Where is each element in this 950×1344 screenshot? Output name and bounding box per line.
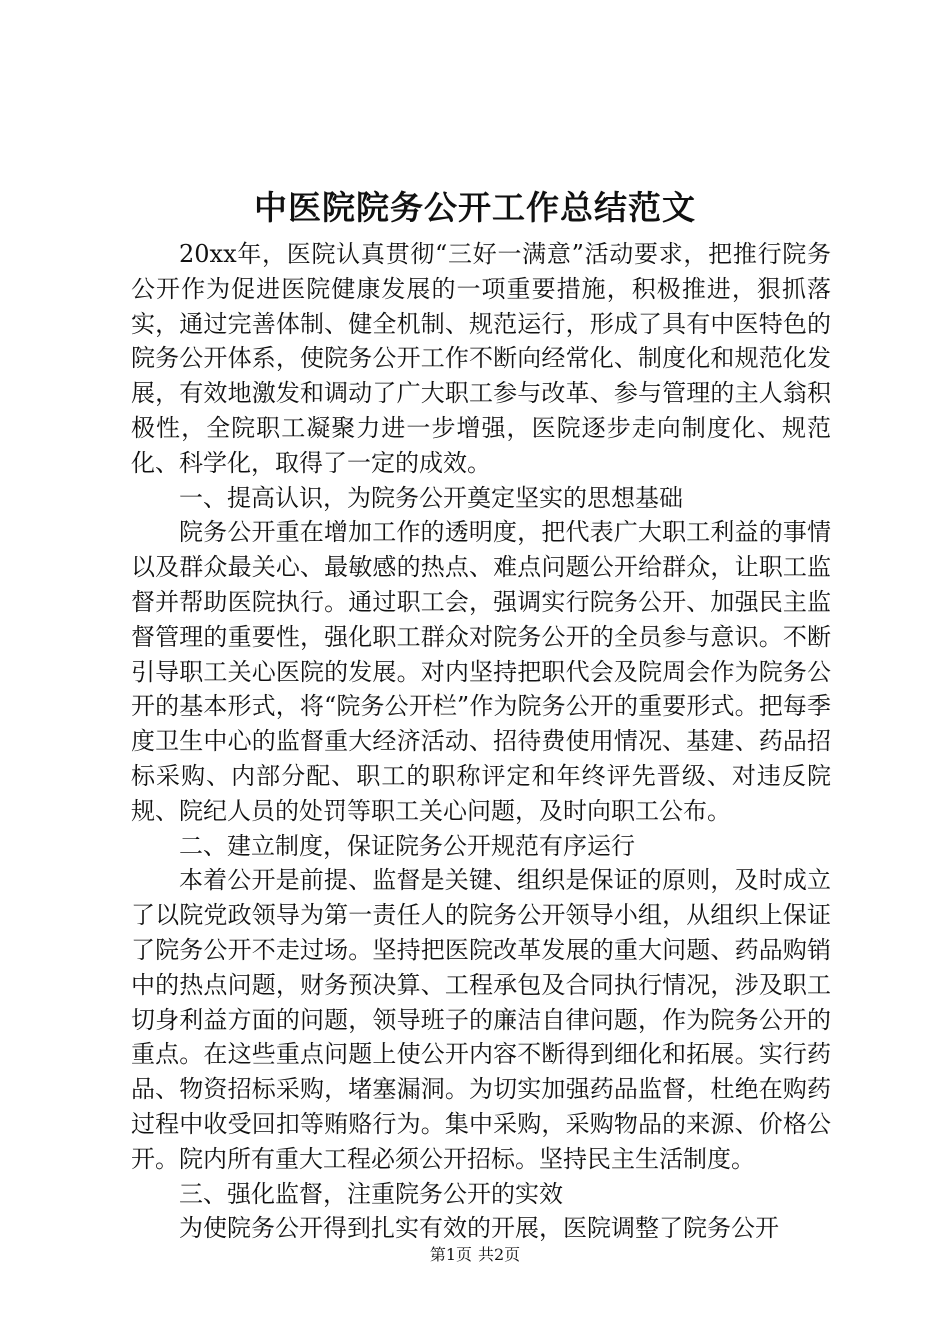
document-body <box>131 237 831 1246</box>
intro-paragraph: 20xx年，医院认真贯彻“三好一满意”活动要求，把推行院务公开作为促进医院健康发展的一项重要措施，积极推进，狠抓落实，通过完善体制、健全机制、规范运行，形成了具有中医特色的院务公开体系，使院务公开工作不断向经常化、制度化和规范化发展，有效地激发和调动了广大职工参与改革、参与管理的主人翁积极性，全院职工凝聚力进一步增强，医院逐步走向制度化、规范化、科学化，取得了一定的成效。 <box>131 240 831 477</box>
document-title: 中医院院务公开工作总结范文 <box>254 188 696 227</box>
section-paragraph-2: 本着公开是前提、监督是关键、组织是保证的原则，及时成立了以院党政领导为第一责任人的院务公开领导小组，从组织上保证了院务公开不走过场。坚持把医院改革发展的重大问题、药品购销中的热点问题，财务预决算、工程承包及合同执行情况，涉及职工切身利益方面的问题，领导班子的廉洁自律问题，作为院务公开的重点。在这些重点问题上使公开内容不断得到细化和拓展。实行药品、物资招标采购，堵塞漏洞。为切实加强药品监督，杜绝在购药过程中收受回扣等贿赂行为。集中采购，采购物品的来源、价格公开。院内所有重大工程必须公开招标。坚持民主生活制度。 <box>131 866 831 1173</box>
section-paragraph-1: 院务公开重在增加工作的透明度，把代表广大职工利益的事情以及群众最关心、最敏感的热点、难点问题公开给群众，让职工监督并帮助医院执行。通过职工会，强调实行院务公开、加强民主监督管理的重要性，强化职工群众对院务公开的全员参与意识。不断引导职工关心医院的发展。对内坚持把职代会及院周会作为院务公开的基本形式，将“院务公开栏”作为院务公开的重要形式。把每季度卫生中心的监督重大经济活动、招待费使用情况、基建、药品招标采购、内部分配、职工的职称评定和年终评先晋级、对违反院规、院纪人员的处罚等职工关心问题，及时向职工公布。 <box>131 518 831 825</box>
section-heading-2: 二、建立制度，保证院务公开规范有序运行 <box>179 831 635 860</box>
section-heading-1: 一、提高认识，为院务公开奠定坚实的思想基础 <box>179 483 683 512</box>
total-page-count: 共2页 <box>478 1245 521 1264</box>
section-paragraph-3: 为使院务公开得到扎实有效的开展，医院调整了院务公开 <box>179 1214 779 1243</box>
current-page-number: 第1页 <box>429 1245 472 1264</box>
page-footer <box>0 1244 950 1266</box>
section-heading-3: 三、强化监督，注重院务公开的实效 <box>179 1179 563 1208</box>
